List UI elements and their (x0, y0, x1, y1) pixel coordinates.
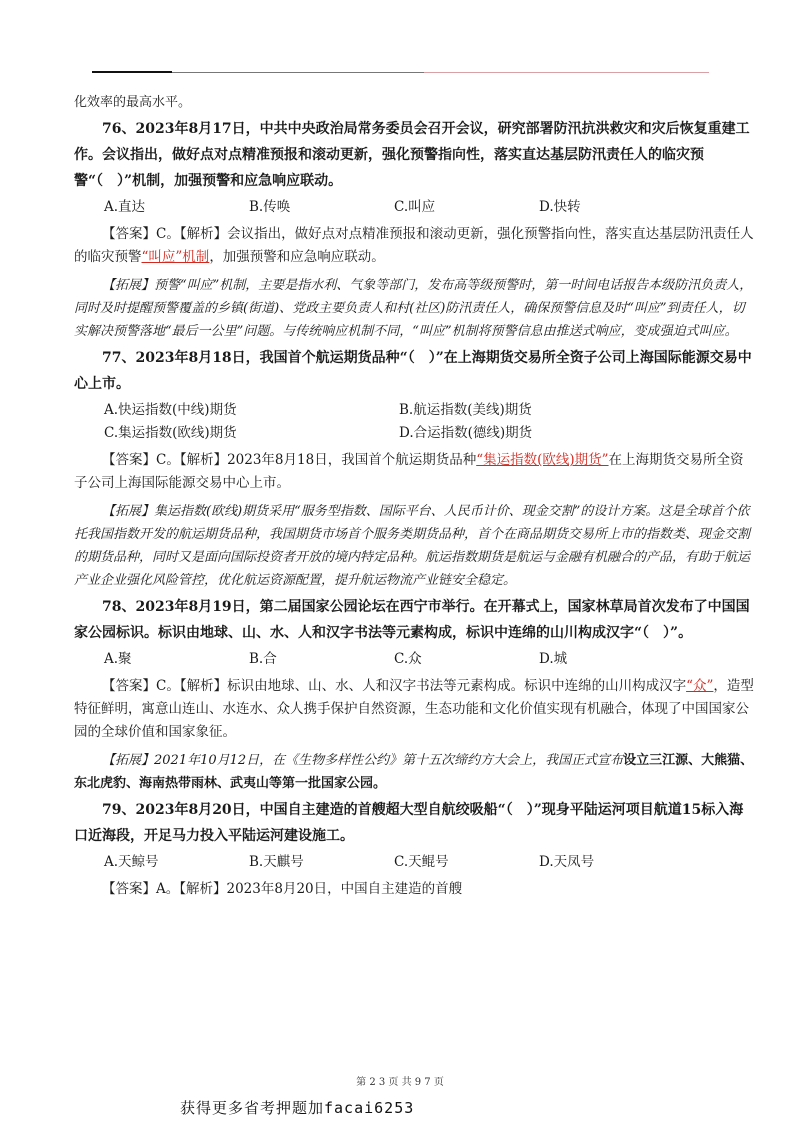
answer-78-text: 【答案】C。【解析】标识由地球、山、水、人和汉字书法等元素构成。标识中连绵的山川构成汉字 (102, 678, 687, 694)
header-rule-middle (172, 72, 424, 73)
header-rule-right (424, 72, 709, 73)
option-77-a: A.快运指数(中线)期货 (104, 402, 237, 418)
option-79-d: D.天凤号 (539, 854, 595, 870)
option-77-b: B.航运指数(美线)期货 (399, 402, 532, 418)
answer-76 (74, 223, 754, 269)
option-77-d: D.合运指数(德线)期货 (399, 425, 533, 441)
intro-line: 化效率的最高水平。 (74, 95, 192, 110)
option-77-c: C.集运指数(欧线)期货 (104, 425, 237, 441)
answer-76-highlight: “叫应”机制 (141, 249, 210, 265)
answer-79: 【答案】A。【解析】2023年8月20日，中国自主建造的首艘 (102, 881, 463, 897)
options-79 (74, 851, 754, 874)
option-79-a: A.天鲸号 (104, 854, 159, 870)
option-76-a: A.直达 (104, 199, 146, 215)
extension-77: 【拓展】集运指数(欧线)期货采用“服务型指数、国际平台、人民币计价、现金交割”的设计方案。这是全球首个依托我国指数开发的航运期货品种，我国期货市场首个服务类期货品种，首个在商品期货交易所上市的指数类、现金交割的期货品种，同时又是面向国际投资者开放的境内特定品种。航运指数期货是航运与金融有机融合的产品，有助于航运产业企业强化风险管控，优化航运资源配置，提升航运物流产业链安全稳定。 (74, 504, 751, 588)
answer-78 (74, 675, 754, 744)
answer-78-highlight: “众” (686, 678, 714, 694)
options-78 (74, 648, 754, 671)
page-content (74, 92, 754, 901)
extension-78-bold: 设立三江源、大熊猫、东北虎豹、海南热带雨林、武夷山等第一批国家公园。 (74, 753, 754, 791)
answer-77 (74, 449, 754, 495)
answer-77-highlight: “集运指数(欧线)期货” (476, 452, 609, 468)
answer-76-text-end: ，加强预警和应急响应联动。 (209, 249, 385, 265)
option-79-b: B.天麒号 (249, 854, 304, 870)
option-78-d: D.城 (539, 651, 568, 667)
options-77 (74, 399, 754, 445)
answer-77-text-end: 在上海期货交易所全资子公司上海国际能源交易中心上市。 (74, 452, 744, 491)
option-76-d: D.快转 (539, 199, 581, 215)
option-76-c: C.叫应 (394, 199, 436, 215)
option-78-a: A.聚 (104, 651, 132, 667)
question-76: 76、2023年8月17日，中共中央政治局常务委员会召开会议，研究部署防汛抗洪救灾和灾后恢复重建工作。会议指出，做好点对点精准预报和滚动更新，强化预警指向性，落实直达基层防汛责任人的临灾预警“（ ）”机制，加强预警和应急响应联动。 (74, 121, 750, 189)
header-rule-left (92, 71, 172, 73)
question-78: 78、2023年8月19日，第二届国家公园论坛在西宁市举行。在开幕式上，国家林草局首次发布了中国国家公园标识。标识由地球、山、水、人和汉字书法等元素构成，标识中连绵的山川构成汉字“（ ）”。 (74, 599, 750, 641)
option-79-c: C.天鲲号 (394, 854, 449, 870)
question-79: 79、2023年8月20日，中国自主建造的首艘超大型自航绞吸船“（ ）”现身平陆运河项目航道15标入海口近海段，开足马力投入平陆运河建设施工。 (74, 802, 744, 844)
answer-76-text: 【答案】C。【解析】会议指出，做好点对点精准预报和滚动更新，强化预警指向性，落实直达基层防汛责任人的临灾预警 (74, 226, 754, 265)
extension-76: 【拓展】预警“叫应”机制，主要是指水利、气象等部门，发布高等级预警时，第一时间电话报告本级防汛负责人，同时及时提醒预警覆盖的乡镇(街道)、党政主要负责人和村(社区)防汛责任人，确保预警信息及时“叫应”到责任人，切实解决预警落地“最后一公里”问题。与传统响应机制不同，“叫应”机制将预警信息由推送式响应，变成强迫式叫应。 (74, 278, 753, 339)
answer-78-text-end: ，造型特征鲜明，寓意山连山、水连水、众人携手保护自然资源，生态功能和文化价值实现有机融合，体现了中国国家公园的全球价值和国家象征。 (74, 678, 754, 740)
option-78-b: B.合 (249, 651, 277, 667)
option-76-b: B.传唤 (249, 199, 291, 215)
question-77: 77、2023年8月18日，我国首个航运期货品种“（ ）”在上海期货交易所全资子公司上海国际能源交易中心上市。 (74, 350, 752, 392)
answer-77-text: 【答案】C。【解析】2023年8月18日，我国首个航运期货品种 (102, 452, 477, 468)
page-footer: 第 2 3 页 共 9 7 页 (356, 1077, 444, 1088)
promo-text: 获得更多省考押题加facai6253 (180, 1099, 415, 1117)
option-78-c: C.众 (394, 651, 422, 667)
extension-78 (74, 749, 754, 795)
options-76 (74, 196, 754, 219)
extension-78-text: 【拓展】2021年10月12日，在《生物多样性公约》第十五次缔约方大会上，我国正式宣布 (102, 753, 624, 768)
